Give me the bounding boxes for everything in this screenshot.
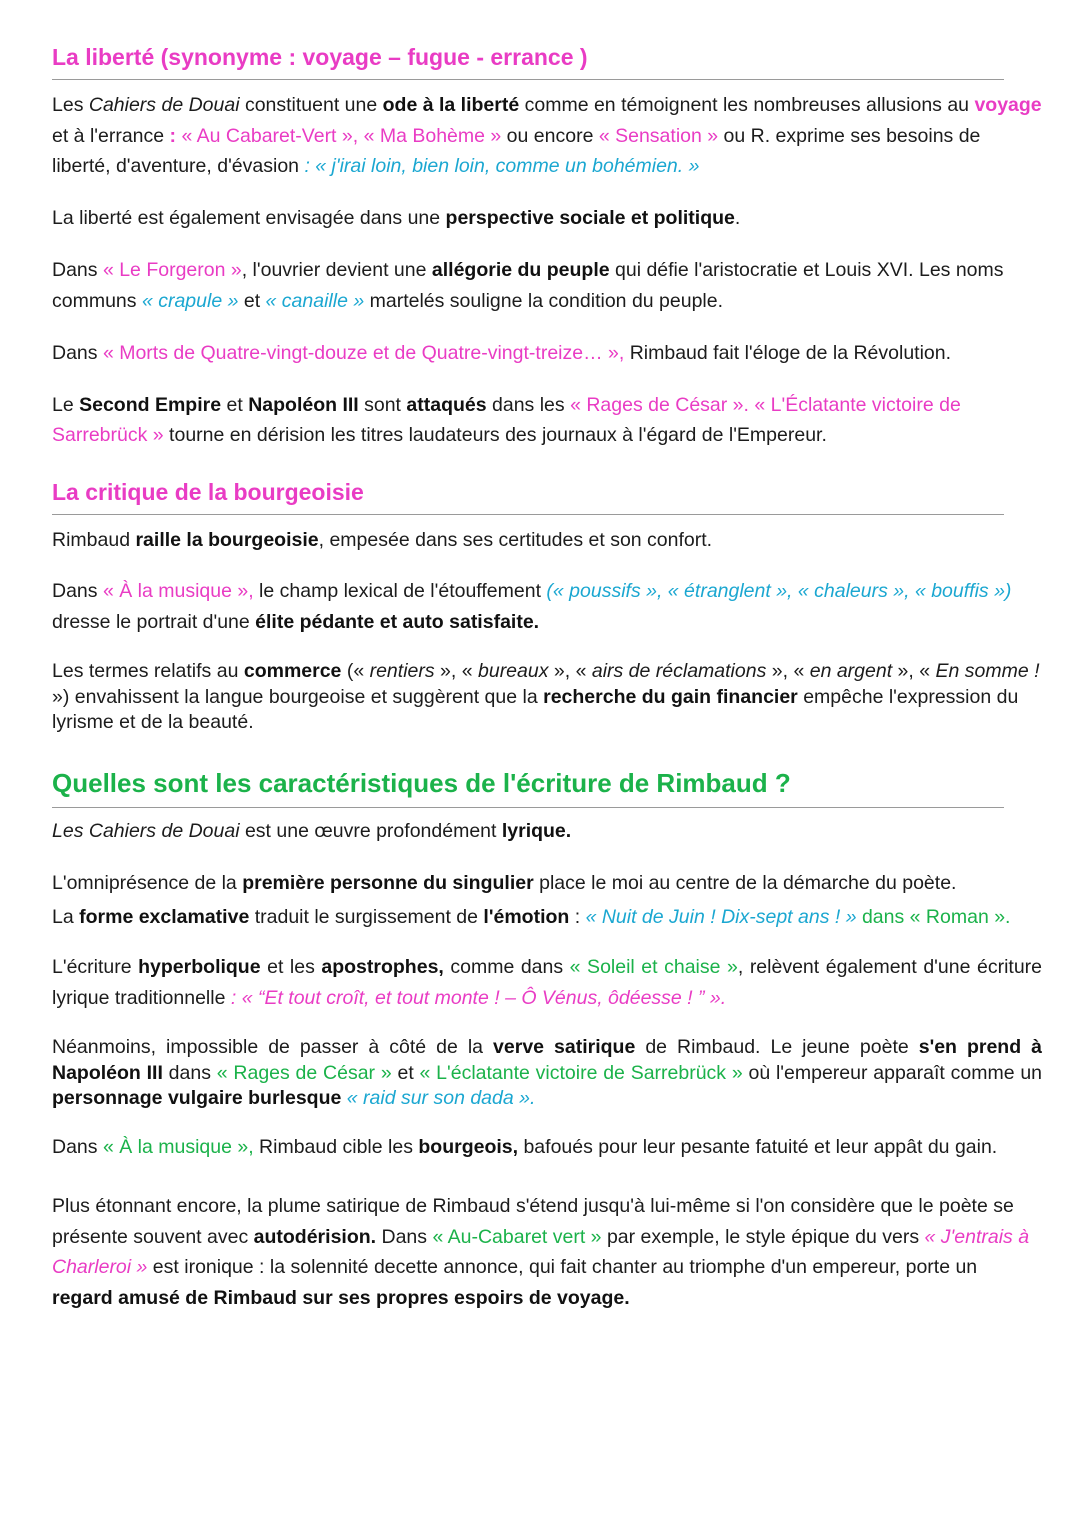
paragraph: Le Second Empire et Napoléon III sont attaqués dans les « Rages de César ». « L'Éclatante victoire de Sarrebrück » tourne en dérision les titres laudateurs des journaux à l'égard de l'Empereur. xyxy=(52,393,961,446)
paragraph: La forme exclamative traduit le surgissement de l'émotion : « Nuit de Juin ! Dix-sept ans ! » dans « Roman ». xyxy=(52,905,1011,928)
paragraph: Les termes relatifs au commerce (« rentiers », « bureaux », « airs de réclamations », « en argent », « En somme ! ») envahissent la langue bourgeoise et suggèrent que la recherche du gain financier empêche l'expression du lyrisme et de la beauté. xyxy=(52,660,1040,733)
paragraph: Dans « À la musique », Rimbaud cible les bourgeois, bafoués pour leur pesante fatuité et leur appât du gain. xyxy=(52,1135,998,1158)
section-title-bourgeoisie: La critique de la bourgeoisie xyxy=(52,479,1004,515)
paragraph: Néanmoins, impossible de passer à côté de la verve satirique de Rimbaud. Le jeune poète s'en prend à Napoléon III dans « Rages de César » et « L'éclatante victoire de Sarrebrück » où l'empereur apparaît comme un personnage vulgaire burlesque « raid sur son dada ». xyxy=(52,1036,1043,1109)
paragraph: L'écriture hyperbolique et les apostrophes, comme dans « Soleil et chaise », relèvent également d'une écriture lyrique traditionnelle : « “Et tout croît, et tout monte ! – Ô Vénus, ôdéesse ! ” ». xyxy=(52,956,1043,1009)
paragraph: Dans « À la musique », le champ lexical de l'étouffement (« poussifs », « étranglent », « chaleurs », « bouffis ») dresse le portrait d'une élite pédante et auto satisfaite. xyxy=(52,580,1012,633)
paragraph: Les Cahiers de Douai constituent une ode à la liberté comme en témoignent les nombreuses allusions au voyage et à l'errance : « Au Cabaret-Vert », « Ma Bohème » ou encore « Sensation » ou R. exprime ses besoins de liberté, d'aventure, d'évasion : « j'irai loin, bien loin, comme un bohémien. » xyxy=(52,94,1042,177)
section-title-liberte: La liberté (synonyme : voyage – fugue - errance ) xyxy=(52,44,1004,80)
paragraph: Dans « Morts de Quatre-vingt-douze et de Quatre-vingt-treize… », Rimbaud fait l'éloge de la Révolution. xyxy=(52,342,952,364)
paragraph: Plus étonnant encore, la plume satirique de Rimbaud s'étend jusqu'à lui-même si l'on considère que le poète se présente souvent avec autodérision. Dans « Au-Cabaret vert » par exemple, le style épique du vers « J'entrais à Charleroi » est ironique : la solennité decette annonce, qui fait chanter au triomphe d'un empereur, porte un regard amusé de Rimbaud sur ses propres espoirs de voyage. xyxy=(52,1195,1030,1309)
paragraph: Dans « Le Forgeron », l'ouvrier devient une allégorie du peuple qui défie l'aristocratie et Louis XVI. Les noms communs « crapule » et « canaille » martelés souligne la condition du peuple. xyxy=(52,259,1004,312)
paragraph: La liberté est également envisagée dans une perspective sociale et politique. xyxy=(52,206,741,229)
document-page xyxy=(52,44,1042,1313)
paragraph: Rimbaud raille la bourgeoisie, empesée dans ses certitudes et son confort. xyxy=(52,528,713,551)
paragraph: L'omniprésence de la première personne du singulier place le moi au centre de la démarche du poète. xyxy=(52,872,957,894)
section-title-ecriture: Quelles sont les caractéristiques de l'écriture de Rimbaud ? xyxy=(52,768,1004,808)
paragraph: Les Cahiers de Douai est une œuvre profondément lyrique. xyxy=(52,819,572,842)
